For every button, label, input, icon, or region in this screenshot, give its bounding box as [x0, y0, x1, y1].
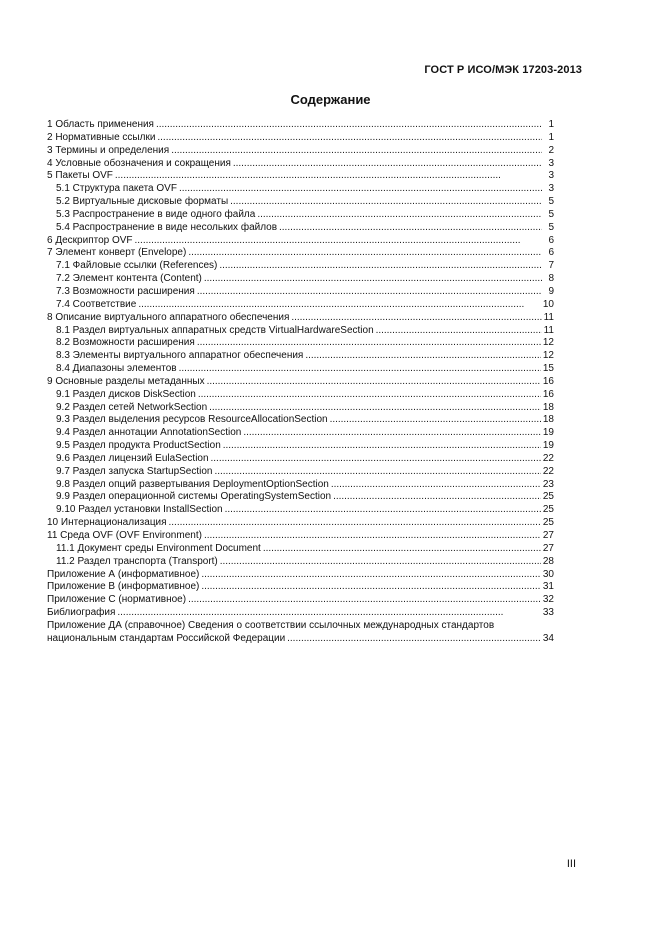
- toc-entry-page: 6: [548, 234, 554, 246]
- dot-leader: [291, 312, 541, 325]
- toc-entry[interactable]: [47, 363, 554, 376]
- toc-entry-page: 5: [548, 221, 554, 233]
- toc-entry-page: 11: [543, 311, 554, 323]
- toc-entry-label: 5.4 Распространение в виде несольких файлов: [56, 221, 278, 233]
- dot-leader: [220, 556, 541, 569]
- toc-entry-label: 5.3 Распространение в виде одного файла: [56, 208, 256, 220]
- dot-leader: [287, 633, 541, 646]
- toc-entry-label: 11 Среда OVF (OVF Environment): [47, 530, 202, 541]
- toc-entry-page: 25: [542, 491, 554, 503]
- toc-entry-page: 7: [548, 260, 554, 272]
- dot-leader: [179, 183, 542, 196]
- toc-entry[interactable]: [47, 517, 554, 530]
- toc-entry[interactable]: [47, 402, 554, 415]
- toc-entry-page: 11: [543, 324, 554, 336]
- toc-entry-label: Библиография: [47, 607, 116, 619]
- toc-entry-label: 9.3 Раздел выделения ресурсов ResourceAllocationSection: [56, 414, 328, 426]
- toc-entry-page: 30: [542, 568, 554, 580]
- toc-entry[interactable]: [47, 299, 554, 312]
- toc-entry[interactable]: [47, 504, 554, 517]
- toc-entry-page: 3: [548, 170, 554, 182]
- dot-leader: [219, 260, 542, 273]
- toc-entry-page: 27: [542, 542, 554, 554]
- toc-entry-label: 6 Дескриптор OVF: [47, 234, 133, 246]
- toc-entry[interactable]: [47, 337, 554, 350]
- toc-entry-page: 2: [548, 144, 554, 156]
- dot-leader: [115, 170, 542, 183]
- toc-entry-page: 16: [542, 388, 554, 400]
- dot-leader: [207, 376, 541, 389]
- dot-leader: [169, 517, 541, 530]
- toc-entry-page: 3: [548, 183, 554, 195]
- toc-entry-label: 11.2 Раздел транспорта (Transport): [56, 555, 218, 567]
- toc-entry-label: 7.3 Возможности расширения: [56, 285, 195, 297]
- toc-entry-label: 9.2 Раздел сетей NetworkSection: [56, 401, 208, 413]
- dot-leader: [209, 402, 541, 415]
- toc-entry-label: 8.3 Элементы виртуального аппаратног обеспечения: [56, 350, 304, 362]
- toc-entry-label: 7 Элемент конверт (Envelope): [47, 247, 187, 259]
- dot-leader: [331, 479, 541, 492]
- toc-entry-page: 32: [542, 594, 554, 606]
- toc-entry[interactable]: [47, 594, 554, 607]
- toc-entry-label: 9.1 Раздел дисков DiskSection: [56, 388, 196, 400]
- toc-entry-label: 8.2 Возможности расширения: [56, 337, 195, 349]
- toc-entry-page: 5: [548, 196, 554, 208]
- toc-entry-label: 9.6 Раздел лицензий EulaSection: [56, 452, 209, 464]
- toc-entry[interactable]: [47, 607, 554, 620]
- dot-leader: [188, 247, 542, 260]
- toc-entry-page: 1: [548, 119, 554, 130]
- dot-leader: [330, 414, 541, 427]
- dot-leader: [204, 530, 541, 543]
- toc-entry-page: 1: [548, 131, 554, 143]
- toc-entry-page: 19: [542, 427, 554, 439]
- toc-entry[interactable]: [47, 479, 554, 492]
- toc-entry-label: 7.1 Файловые ссылки (References): [56, 260, 218, 272]
- dot-leader: [233, 158, 542, 171]
- dot-leader: [197, 337, 541, 350]
- toc-entry[interactable]: [47, 196, 554, 209]
- toc-entry-page: 6: [548, 247, 554, 259]
- toc-entry[interactable]: [47, 235, 554, 248]
- toc-entry-page: 22: [542, 465, 554, 477]
- toc-entry-label: 9.9 Раздел операционной системы OperatingSystemSection: [56, 491, 332, 503]
- toc-entry-page: 9: [548, 285, 554, 297]
- toc-entry-label: 1 Область применения: [47, 119, 154, 130]
- dot-leader: [157, 132, 542, 145]
- dot-leader: [263, 543, 541, 556]
- toc-entry[interactable]: [47, 273, 554, 286]
- toc-entry[interactable]: [47, 440, 554, 453]
- table-of-contents: [47, 119, 554, 646]
- toc-entry-page: 31: [542, 581, 554, 593]
- toc-entry-label: 5 Пакеты OVF: [47, 170, 113, 182]
- toc-entry-label: 10 Интернационализация: [47, 517, 167, 529]
- toc-entry-page: 28: [542, 555, 554, 567]
- dot-leader: [198, 389, 541, 402]
- toc-entry-label: 8 Описание виртуального аппаратного обеспечения: [47, 311, 290, 323]
- toc-entry-label: 9.8 Раздел опций развертывания DeploymentOptionSection: [56, 478, 329, 490]
- toc-entry-label: 9.5 Раздел продукта ProductSection: [56, 440, 221, 452]
- dot-leader: [135, 235, 542, 248]
- toc-entry[interactable]: [47, 222, 554, 235]
- toc-entry-label: 11.1 Документ среды Environment Document: [56, 542, 261, 554]
- dot-leader: [197, 286, 542, 299]
- toc-entry-label: 9.4 Раздел аннотации AnnotationSection: [56, 427, 242, 439]
- toc-entry[interactable]: [47, 569, 554, 582]
- toc-entry-page: 10: [542, 298, 554, 310]
- toc-entry[interactable]: [47, 158, 554, 171]
- toc-entry[interactable]: [47, 119, 554, 132]
- dot-leader: [156, 119, 542, 132]
- toc-entry-label: 3 Термины и определения: [47, 144, 170, 156]
- dot-leader: [201, 581, 541, 594]
- toc-entry-label: 2 Нормативные ссылки: [47, 131, 156, 143]
- toc-entry[interactable]: [47, 427, 554, 440]
- dot-leader: [230, 196, 542, 209]
- toc-entry-page: 5: [548, 208, 554, 220]
- toc-entry[interactable]: [47, 556, 554, 569]
- dot-leader: [204, 273, 542, 286]
- toc-entry-page: 27: [542, 530, 554, 541]
- toc-entry[interactable]: [47, 466, 554, 479]
- toc-entry-label: 9.10 Раздел установки InstallSection: [56, 504, 223, 516]
- toc-entry[interactable]: [47, 132, 554, 145]
- toc-entry-label: Приложение В (информативное): [47, 581, 200, 593]
- toc-entry-page: 16: [542, 375, 554, 387]
- dot-leader: [211, 453, 541, 466]
- toc-entry-page: 15: [542, 363, 554, 375]
- dot-leader: [376, 325, 542, 338]
- toc-entry-label: национальным стандартам Российской Федерации: [47, 632, 286, 644]
- page-number: III: [566, 858, 576, 870]
- toc-entry-label: Приложение С (нормативное): [47, 594, 187, 606]
- toc-entry-page: 12: [542, 350, 554, 362]
- dot-leader: [179, 363, 541, 376]
- toc-entry[interactable]: [47, 247, 554, 260]
- toc-entry-page: 3: [548, 157, 554, 169]
- toc-entry-page: 19: [542, 440, 554, 452]
- toc-entry[interactable]: [47, 491, 554, 504]
- toc-entry-page: 25: [542, 517, 554, 529]
- toc-entry[interactable]: [47, 389, 554, 402]
- dot-leader: [188, 594, 541, 607]
- toc-entry-page: 33: [542, 607, 554, 619]
- toc-entry-page: 34: [542, 632, 554, 644]
- dot-leader: [333, 491, 541, 504]
- toc-entry-label: 8.1 Раздел виртуальных аппаратных средств VirtualHardwareSection: [56, 324, 374, 336]
- toc-entry-label: 5.2 Виртуальные дисковые форматы: [56, 196, 229, 208]
- dot-leader: [223, 440, 541, 453]
- toc-entry[interactable]: [47, 145, 554, 158]
- toc-entry[interactable]: [47, 170, 554, 183]
- toc-entry-page: 25: [542, 504, 554, 516]
- dot-leader: [138, 299, 541, 312]
- toc-entry[interactable]: [47, 453, 554, 466]
- toc-entry-label: 9 Основные разделы метаданных: [47, 375, 205, 387]
- toc-entry-page: 22: [542, 452, 554, 464]
- dot-leader: [215, 466, 541, 479]
- toc-entry[interactable]: [47, 530, 554, 543]
- toc-entry-label: Приложение А (информативное): [47, 568, 200, 580]
- dot-leader: [279, 222, 542, 235]
- toc-entry-page: 18: [542, 414, 554, 426]
- toc-entry[interactable]: [47, 286, 554, 299]
- toc-entry[interactable]: [47, 209, 554, 222]
- toc-title: Содержание: [290, 92, 371, 107]
- toc-entry-page: 23: [542, 478, 554, 490]
- toc-entry-page: 8: [548, 273, 554, 285]
- dot-leader: [201, 569, 541, 582]
- toc-entry[interactable]: [47, 183, 554, 196]
- toc-entry[interactable]: [47, 581, 554, 594]
- dot-leader: [257, 209, 542, 222]
- toc-entry-label: 5.1 Структура пакета OVF: [56, 183, 177, 195]
- dot-leader: [243, 427, 541, 440]
- toc-entry-label: 9.7 Раздел запуска StartupSection: [56, 465, 213, 477]
- toc-entry[interactable]: [47, 376, 554, 389]
- toc-entry[interactable]: [47, 350, 554, 363]
- toc-entry-label: 4 Условные обозначения и сокращения: [47, 157, 231, 169]
- toc-entry[interactable]: [47, 543, 554, 556]
- document-header-code: ГОСТ Р ИСО/МЭК 17203-2013: [424, 64, 582, 76]
- toc-entry[interactable]: [47, 260, 554, 273]
- toc-entry-label: 8.4 Диапазоны элементов: [56, 363, 177, 375]
- toc-entry-annex-da-line1[interactable]: [47, 620, 554, 633]
- dot-leader: [305, 350, 541, 363]
- dot-leader: [171, 145, 542, 158]
- toc-entry[interactable]: [47, 325, 554, 338]
- toc-entry-label: Приложение ДА (справочное) Сведения о соответствии ссылочных международных стандартов: [47, 619, 495, 631]
- toc-entry-page: 12: [542, 337, 554, 349]
- toc-entry-page: 18: [542, 401, 554, 413]
- dot-leader: [117, 607, 540, 620]
- toc-entry-label: 7.2 Элемент контента (Content): [56, 273, 202, 285]
- toc-entry-label: 7.4 Соответствие: [56, 298, 137, 310]
- toc-entry[interactable]: [47, 414, 554, 427]
- toc-entry-annex-da[interactable]: [47, 633, 554, 646]
- dot-leader: [225, 504, 541, 517]
- toc-entry[interactable]: [47, 312, 554, 325]
